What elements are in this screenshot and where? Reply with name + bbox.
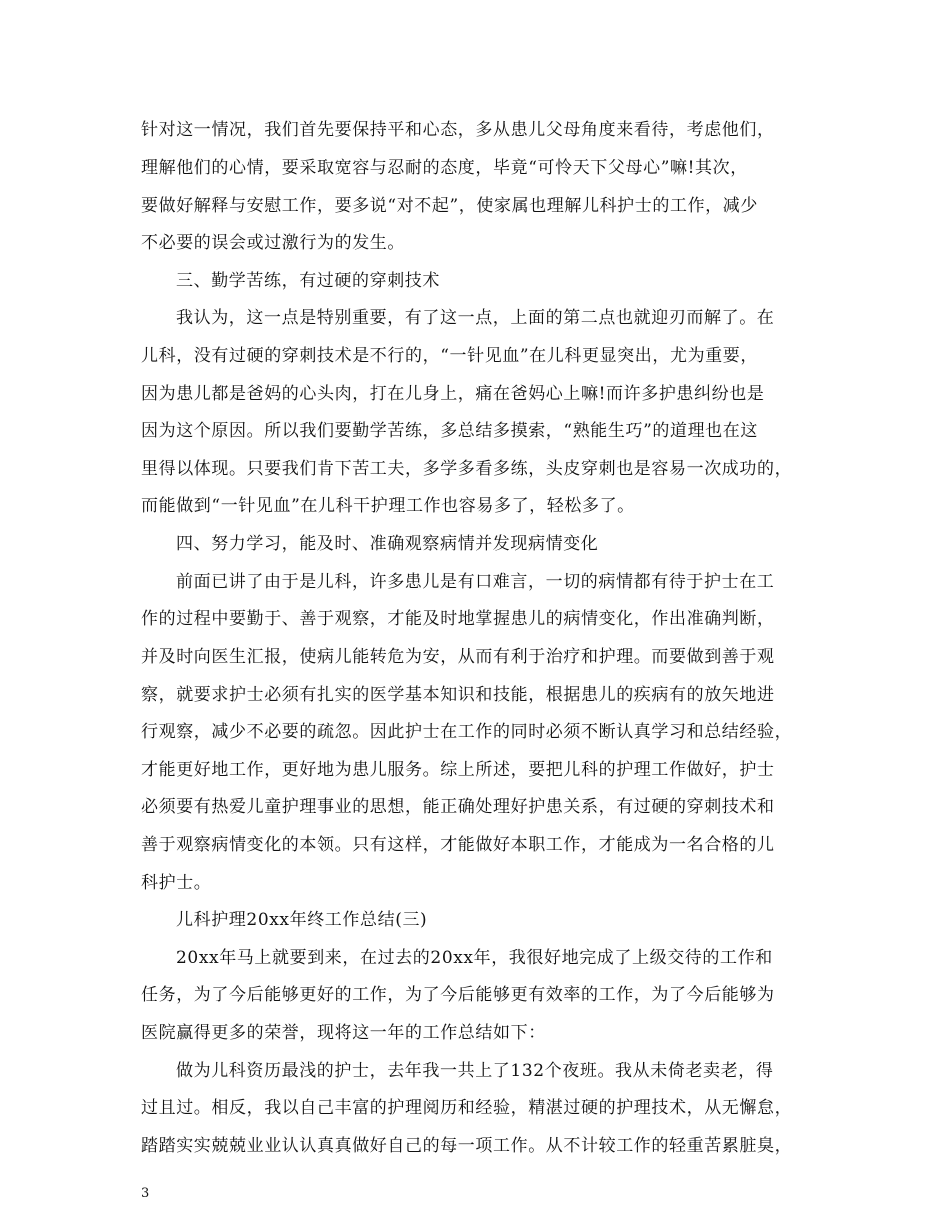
section-heading: 三、勤学苦练，有过硬的穿刺技术 (176, 271, 440, 291)
body-text-line: 我认为，这一点是特别重要，有了这一点，上面的第二点也就迎刃而解了。在 (176, 308, 775, 328)
body-text-line: 并及时向医生汇报，使病儿能转危为安，从而有利于治疗和护理。而要做到善于观 (141, 647, 775, 667)
body-text-line: 儿科，没有过硬的穿刺技术是不行的，“一针见血”在儿科更显突出，尤为重要， (141, 346, 758, 366)
body-text-line: 理解他们的心情，要采取宽容与忍耐的态度，毕竟“可怜天下父母心”嘛!其次， (141, 158, 748, 178)
body-text-line: 善于观察病情变化的本领。只有这样，才能做好本职工作，才能成为一名合格的儿 (141, 835, 775, 855)
body-text-line: 踏踏实实兢兢业业认认真真做好自己的每一项工作。从不计较工作的轻重苦累脏臭， (141, 1136, 793, 1156)
section-heading: 四、努力学习，能及时、准确观察病情并发现病情变化 (176, 534, 599, 554)
page-number: 3 (141, 1186, 150, 1201)
body-text-line: 过且过。相反，我以自己丰富的护理阅历和经验，精湛过硬的护理技术，从无懈怠， (141, 1098, 793, 1118)
body-text-line: 作的过程中要勤于、善于观察，才能及时地掌握患儿的病情变化，作出准确判断， (141, 609, 775, 629)
body-text-line: 医院赢得更多的荣誉，现将这一年的工作总结如下： (141, 1023, 546, 1043)
section-title: 儿科护理20xx年终工作总结(三) (176, 910, 428, 930)
body-text-line: 20xx年马上就要到来，在过去的20xx年，我很好地完成了上级交待的工作和 (176, 948, 773, 968)
body-text-line: 因为这个原因。所以我们要勤学苦练，多总结多摸索，“熟能生巧”的道理也在这 (141, 421, 758, 441)
body-text-line: 而能做到“一针见血”在儿科干护理工作也容易多了，轻松多了。 (141, 496, 635, 516)
body-text-line: 行观察，减少不必要的疏忽。因此护士在工作的同时必须不断认真学习和总结经验， (141, 722, 793, 742)
body-text-line: 针对这一情况，我们首先要保持平和心态，多从患儿父母角度来看待，考虑他们， (141, 120, 775, 140)
body-text-line: 做为儿科资历最浅的护士，去年我一共上了132个夜班。我从未倚老卖老，得 (176, 1061, 774, 1081)
body-text-line: 科护士。 (141, 873, 212, 893)
body-text-line: 要做好解释与安慰工作，要多说“对不起”，使家属也理解儿科护士的工作，减少 (141, 196, 758, 216)
body-text-line: 因为患儿都是爸妈的心头肉，打在儿身上，痛在爸妈心上嘛!而许多护患纠纷也是 (141, 384, 765, 404)
body-text-line: 察，就要求护士必须有扎实的医学基本知识和技能，根据患儿的疾病有的放矢地进 (141, 685, 775, 705)
body-text-line: 不必要的误会或过激行为的发生。 (141, 233, 405, 253)
body-text-line: 里得以体现。只要我们肯下苦工夫，多学多看多练，头皮穿刺也是容易一次成功的， (141, 459, 793, 479)
body-text-line: 任务，为了今后能够更好的工作，为了今后能够更有效率的工作，为了今后能够为 (141, 985, 775, 1005)
body-text-line: 才能更好地工作，更好地为患儿服务。综上所述，要把儿科的护理工作做好，护士 (141, 760, 775, 780)
body-text-line: 必须要有热爱儿童护理事业的思想，能正确处理好护患关系，有过硬的穿刺技术和 (141, 797, 775, 817)
body-text-line: 前面已讲了由于是儿科，许多患儿是有口难言，一切的病情都有待于护士在工 (176, 572, 775, 592)
